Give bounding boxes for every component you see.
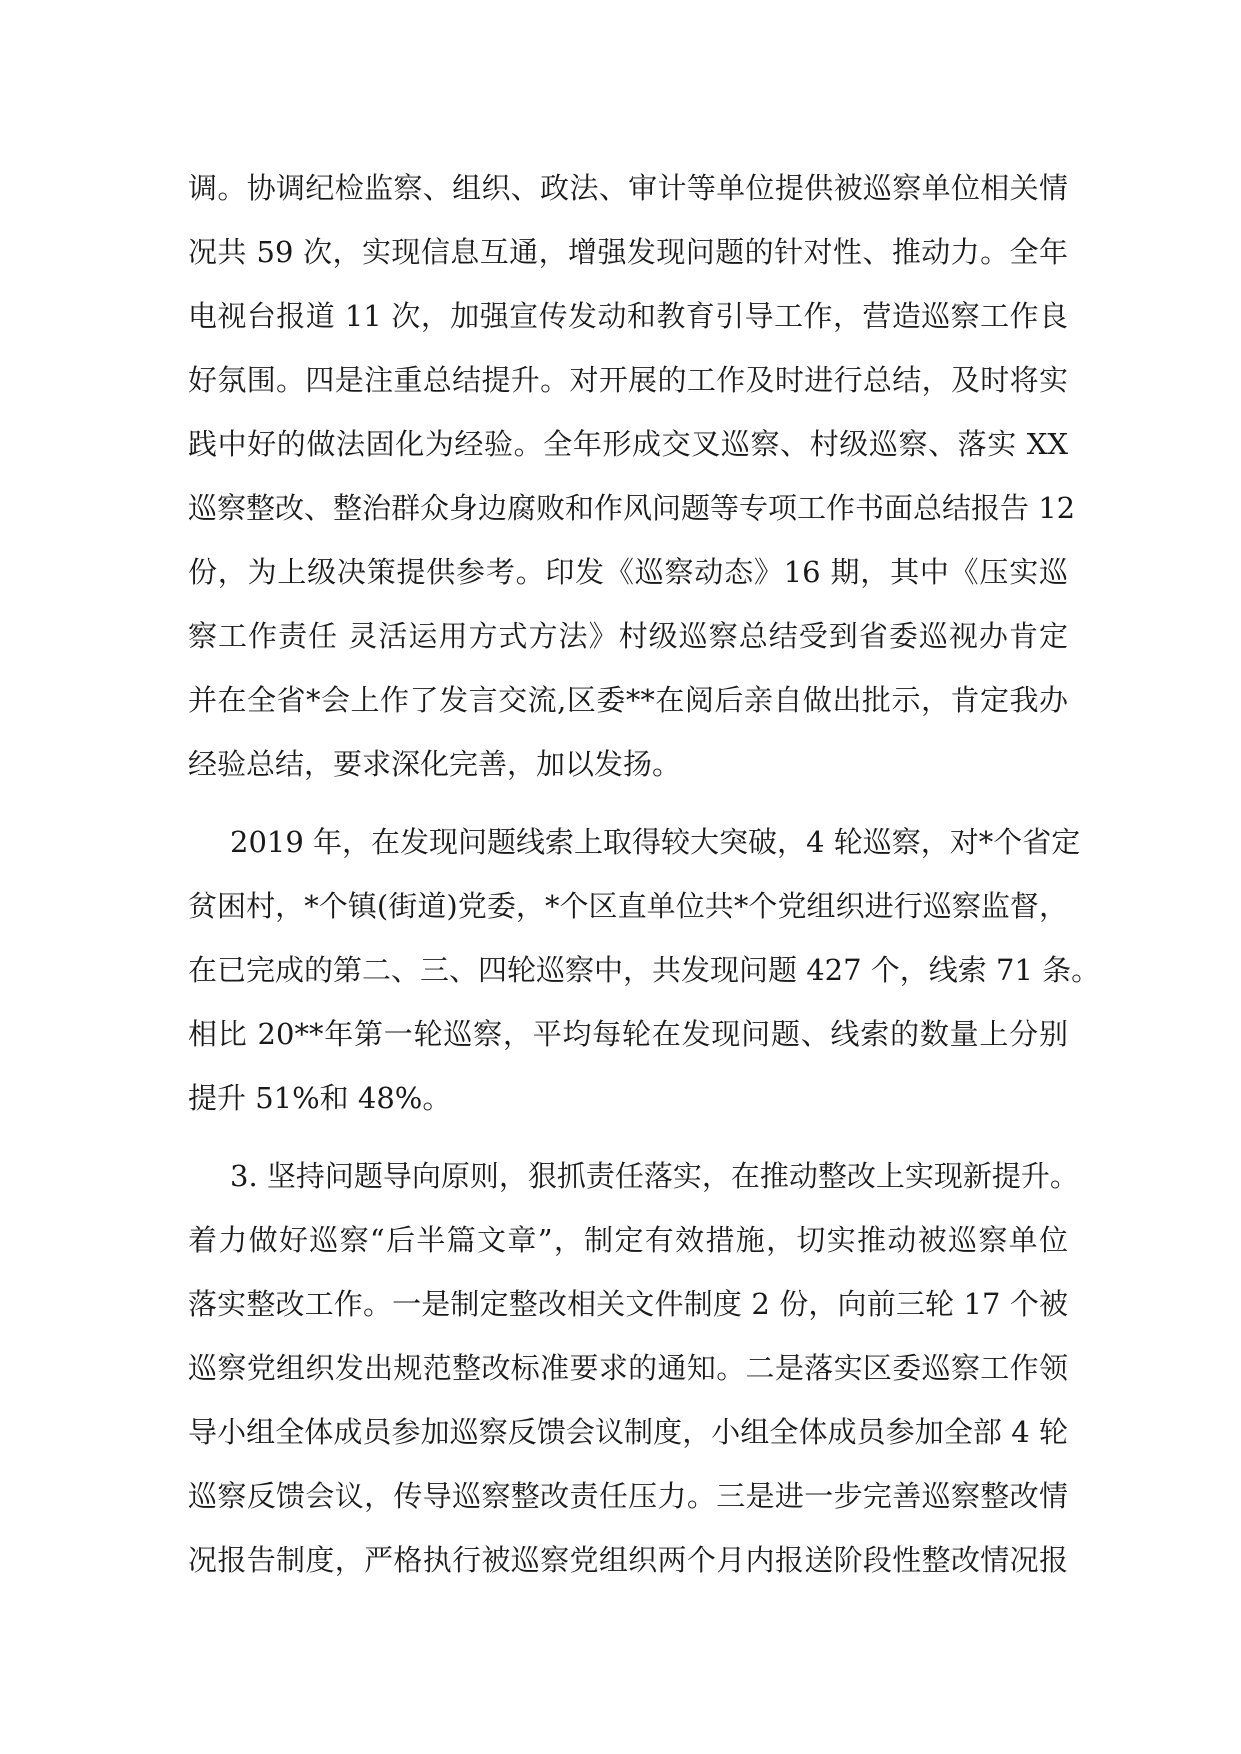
text-line: 巡察整改、整治群众身边腐败和作风问题等专项工作书面总结报告 12	[188, 491, 1076, 525]
text-line: 份，为上级决策提供参考。印发《巡察动态》16 期，其中《压实巡	[188, 555, 1068, 589]
text-line: 调。协调纪检监察、组织、政法、审计等单位提供被巡察单位相关情	[188, 171, 1068, 205]
section-heading-line: 3. 坚持问题导向原则，狠抓责任落实，在推动整改上实现新提升。	[230, 1159, 1079, 1193]
paragraph-spacer	[188, 796, 1068, 810]
text-line: 提升 51%和 48%。	[188, 1081, 452, 1115]
paragraph-continuation	[188, 156, 1076, 796]
paragraph-2019	[188, 810, 1101, 1130]
text-line: 经验总结，要求深化完善，加以发扬。	[188, 747, 682, 781]
text-line: 相比 20**年第一轮巡察，平均每轮在发现问题、线索的数量上分别	[188, 1017, 1068, 1051]
text-line: 2019 年，在发现问题线索上取得较大突破，4 轮巡察，对*个省定	[230, 825, 1081, 859]
text-line: 着力做好巡察“后半篇文章”，制定有效措施，切实推动被巡察单位	[188, 1223, 1068, 1257]
text-line: 电视台报道 11 次，加强宣传发动和教育引导工作，营造巡察工作良	[188, 299, 1068, 333]
text-line: 践中好的做法固化为经验。全年形成交叉巡察、村级巡察、落实 XX	[188, 427, 1068, 461]
text-line: 在已完成的第二、三、四轮巡察中，共发现问题 427 个，线索 71 条。	[188, 953, 1101, 987]
text-line: 贫困村，*个镇(街道)党委，*个区直单位共*个党组织进行巡察监督，	[188, 889, 1068, 923]
text-line: 并在全省*会上作了发言交流,区委**在阅后亲自做出批示，肯定我办	[188, 683, 1068, 717]
text-line: 导小组全体成员参加巡察反馈会议制度，小组全体成员参加全部 4 轮	[188, 1415, 1068, 1449]
text-line: 落实整改工作。一是制定整改相关文件制度 2 份，向前三轮 17 个被	[188, 1287, 1068, 1321]
text-line: 况报告制度，严格执行被巡察党组织两个月内报送阶段性整改情况报	[188, 1543, 1068, 1577]
paragraph-spacer	[188, 1130, 1068, 1144]
document-body	[188, 156, 1101, 1592]
paragraph-section-3	[188, 1144, 1079, 1592]
text-line: 况共 59 次，实现信息互通，增强发现问题的针对性、推动力。全年	[188, 235, 1068, 269]
text-line: 好氛围。四是注重总结提升。对开展的工作及时进行总结，及时将实	[188, 363, 1068, 397]
text-line: 巡察党组织发出规范整改标准要求的通知。二是落实区委巡察工作领	[188, 1351, 1068, 1385]
text-line: 巡察反馈会议，传导巡察整改责任压力。三是进一步完善巡察整改情	[188, 1479, 1068, 1513]
text-line: 察工作责任 灵活运用方式方法》村级巡察总结受到省委巡视办肯定	[188, 619, 1068, 653]
